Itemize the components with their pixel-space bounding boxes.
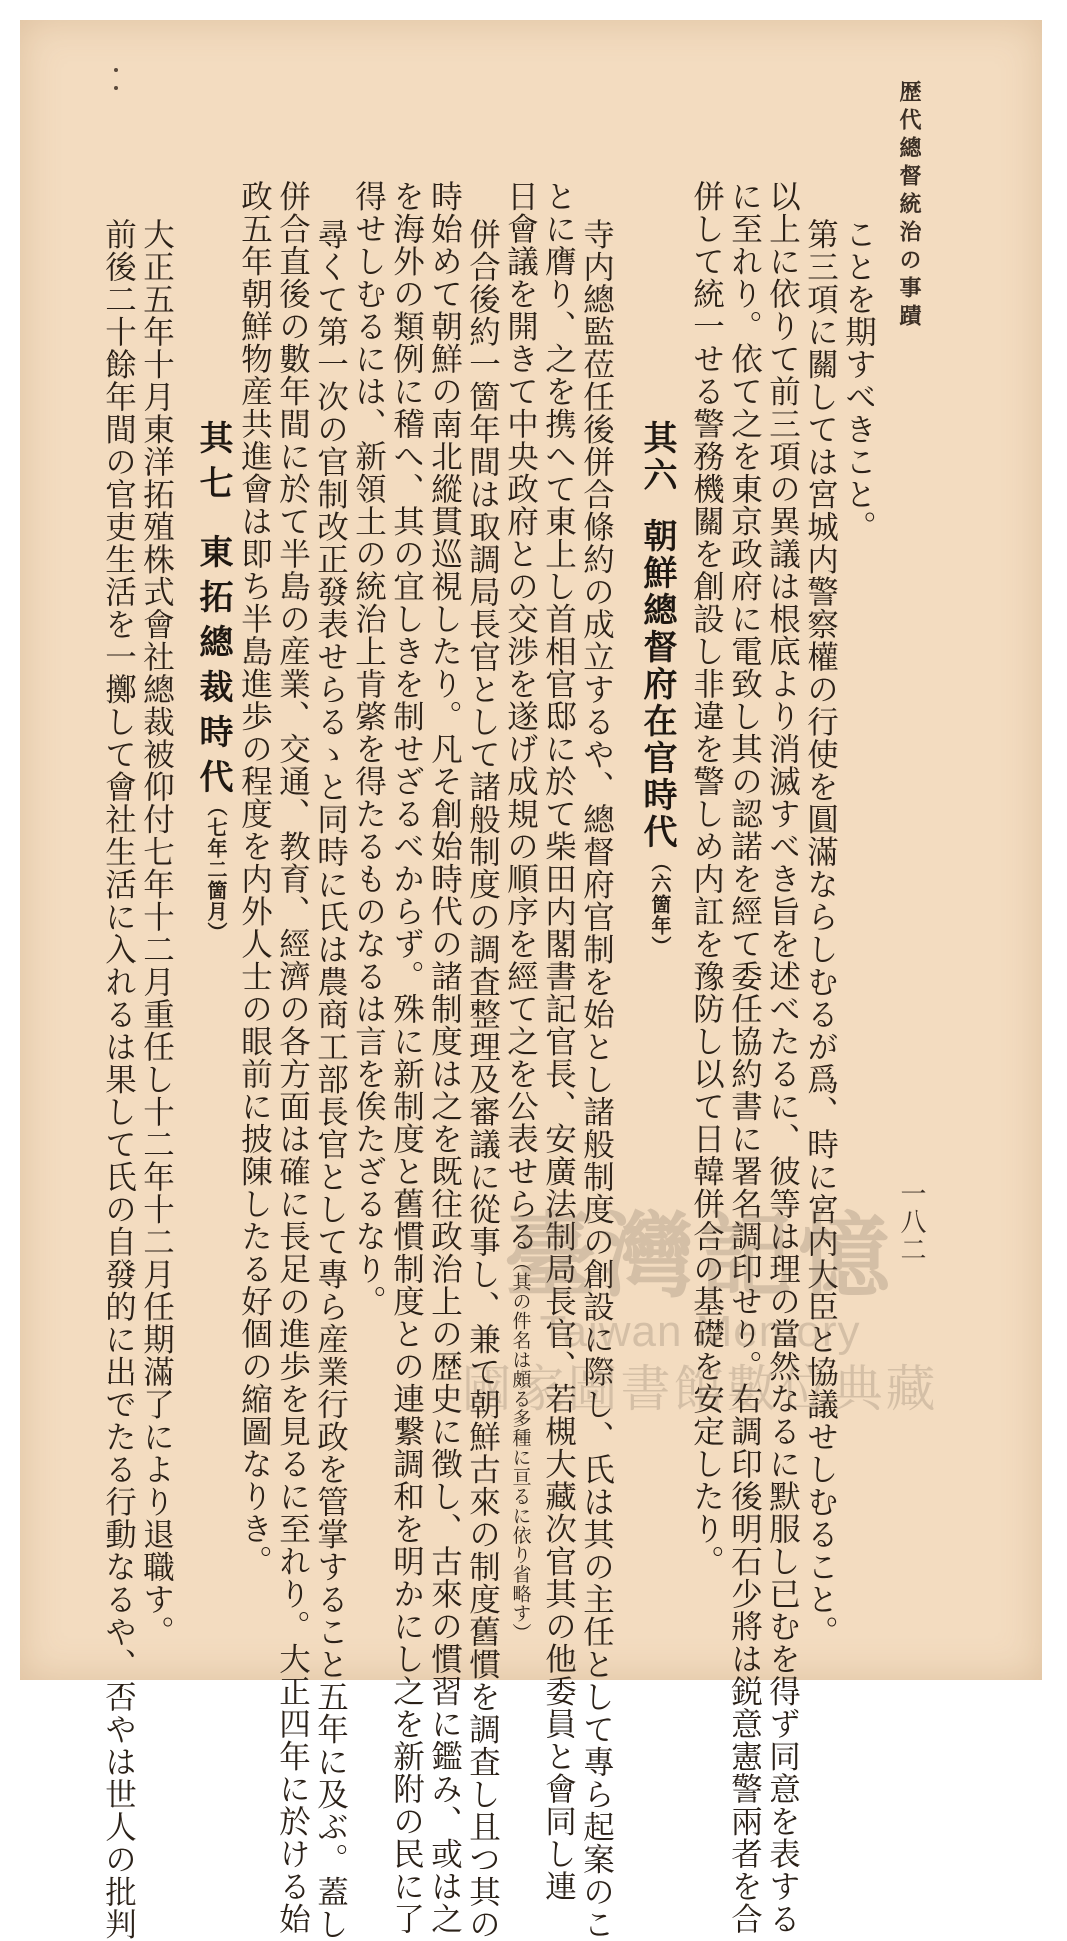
- library-watermark: [440, 1202, 960, 1470]
- watermark-latin-text: Taiwan Memory: [539, 1307, 861, 1356]
- text-column-2: 第三項に關しては宮城内警察權の行使を圓滿ならしむるが爲、時に宮内大臣と協議せしむること。: [802, 218, 839, 1648]
- text-column-1: ことを期すべきこと。: [840, 218, 877, 543]
- text-column-3: 以上に依りて前三項の異議は根底より消滅すべき旨を述べたるに、彼等は理の當然なるに默服し已むを得ず同意を表する: [764, 180, 801, 1935]
- section-title: 朝鮮總督府在官時代: [637, 518, 677, 851]
- section-period: （六箇年）: [648, 852, 672, 957]
- section-number: 其六: [637, 420, 677, 494]
- text-column-9: 併合後約一箇年間は取調局長官として諸般制度の調査整理及審議に從事し、兼て朝鮮古來の制度舊慣を調査し且つ其の: [464, 218, 501, 1941]
- text-column-4: に至れり。依て之を東京政府に電致し其の認諾を經て委任協約書に署名調印せり。右調印後明石少將は鋭意憲警兩者を合: [726, 180, 763, 1935]
- text-column-11: を海外の類例に稽へ、其の宜しきを制せざるべからず。殊に新制度と舊慣制度との連繋調和を明かにし之を新附の民に了: [388, 180, 425, 1935]
- text-column-16: 大正五年十月東洋拓殖株式會社總裁被仰付七年十二月重任し十二年十二月任期滿了により退職す。: [138, 218, 175, 1648]
- text-column-7: とに膺り、之を携へて東上し首相官邸に於て柴田内閣書記官長、安廣法制局長官、若槻大藏次官其の他委員と會同し連: [540, 180, 577, 1903]
- text-column-10: 時始めて朝鮮の南北縱貫巡視したり。凡そ創始時代の諸制度は之を既往政治上の歴史に徴し、古來の慣習に鑑み、或は之: [426, 180, 463, 1935]
- section-number: 其七: [193, 420, 233, 510]
- section-heading-6: [637, 420, 677, 851]
- page-number: 一八二: [896, 1180, 926, 1264]
- watermark-logo-text: 臺灣記憶: [503, 1202, 896, 1310]
- text-column-15: 政五年朝鮮物産共進會は即ち半島進歩の程度を内外人士の眼前に披陳したる好個の縮圖なりき。: [236, 180, 273, 1578]
- text-column-5: 併して統一せる警務機關を創設し非違を警しめ内訌を豫防し以て日韓併合の基礎を安定したり。: [688, 180, 725, 1578]
- watermark-caption: 國家圖書館數位典藏: [461, 1360, 939, 1418]
- paper-speck: [114, 68, 118, 72]
- section-heading-7: [193, 420, 233, 804]
- text-column-17: 前後二十餘年間の官吏生活を一擲して會社生活に入れるは果して氏の自發的に出でたる行動なるや、否やは世人の批判: [100, 218, 137, 1941]
- running-title: 歴代總督統治の事蹟: [896, 80, 922, 332]
- section-title: 東拓總裁時代: [193, 534, 233, 804]
- document-page: [20, 20, 1042, 1941]
- paper-speck: [114, 86, 118, 90]
- text-column-13: 尋くて第一次の官制改正發表せらるゝと同時に氏は農商工部長官として專ら産業行政を管掌すること五年に及ぶ。蓋し: [312, 218, 349, 1941]
- text-column-14: 併合直後の數年間に於て半島の産業、交通、教育、經濟の各方面は確に長足の進歩を見るに至れり。大正四年に於ける始: [274, 180, 311, 1935]
- text-column-12: 得せしむるには、新領土の統治上肯綮を得たるものなるは言を俟たざるなり。: [350, 180, 387, 1318]
- text-column-8: 日會議を開きて中央政府との交渉を遂げ成規の順序を經て之を公表せらる（其の件名は頗る多種に亘るに依り省略す）: [502, 180, 539, 1643]
- section-period: （七年二箇月）: [204, 796, 228, 943]
- text-column-6: 寺内總監莅任後併合條約の成立するや、總督府官制を始とし諸般制度の創設に際し、氏は其の主任として專ら起案のこ: [578, 218, 615, 1941]
- inline-note: （其の件名は頗る多種に亘るに依り省略す）: [509, 1252, 532, 1643]
